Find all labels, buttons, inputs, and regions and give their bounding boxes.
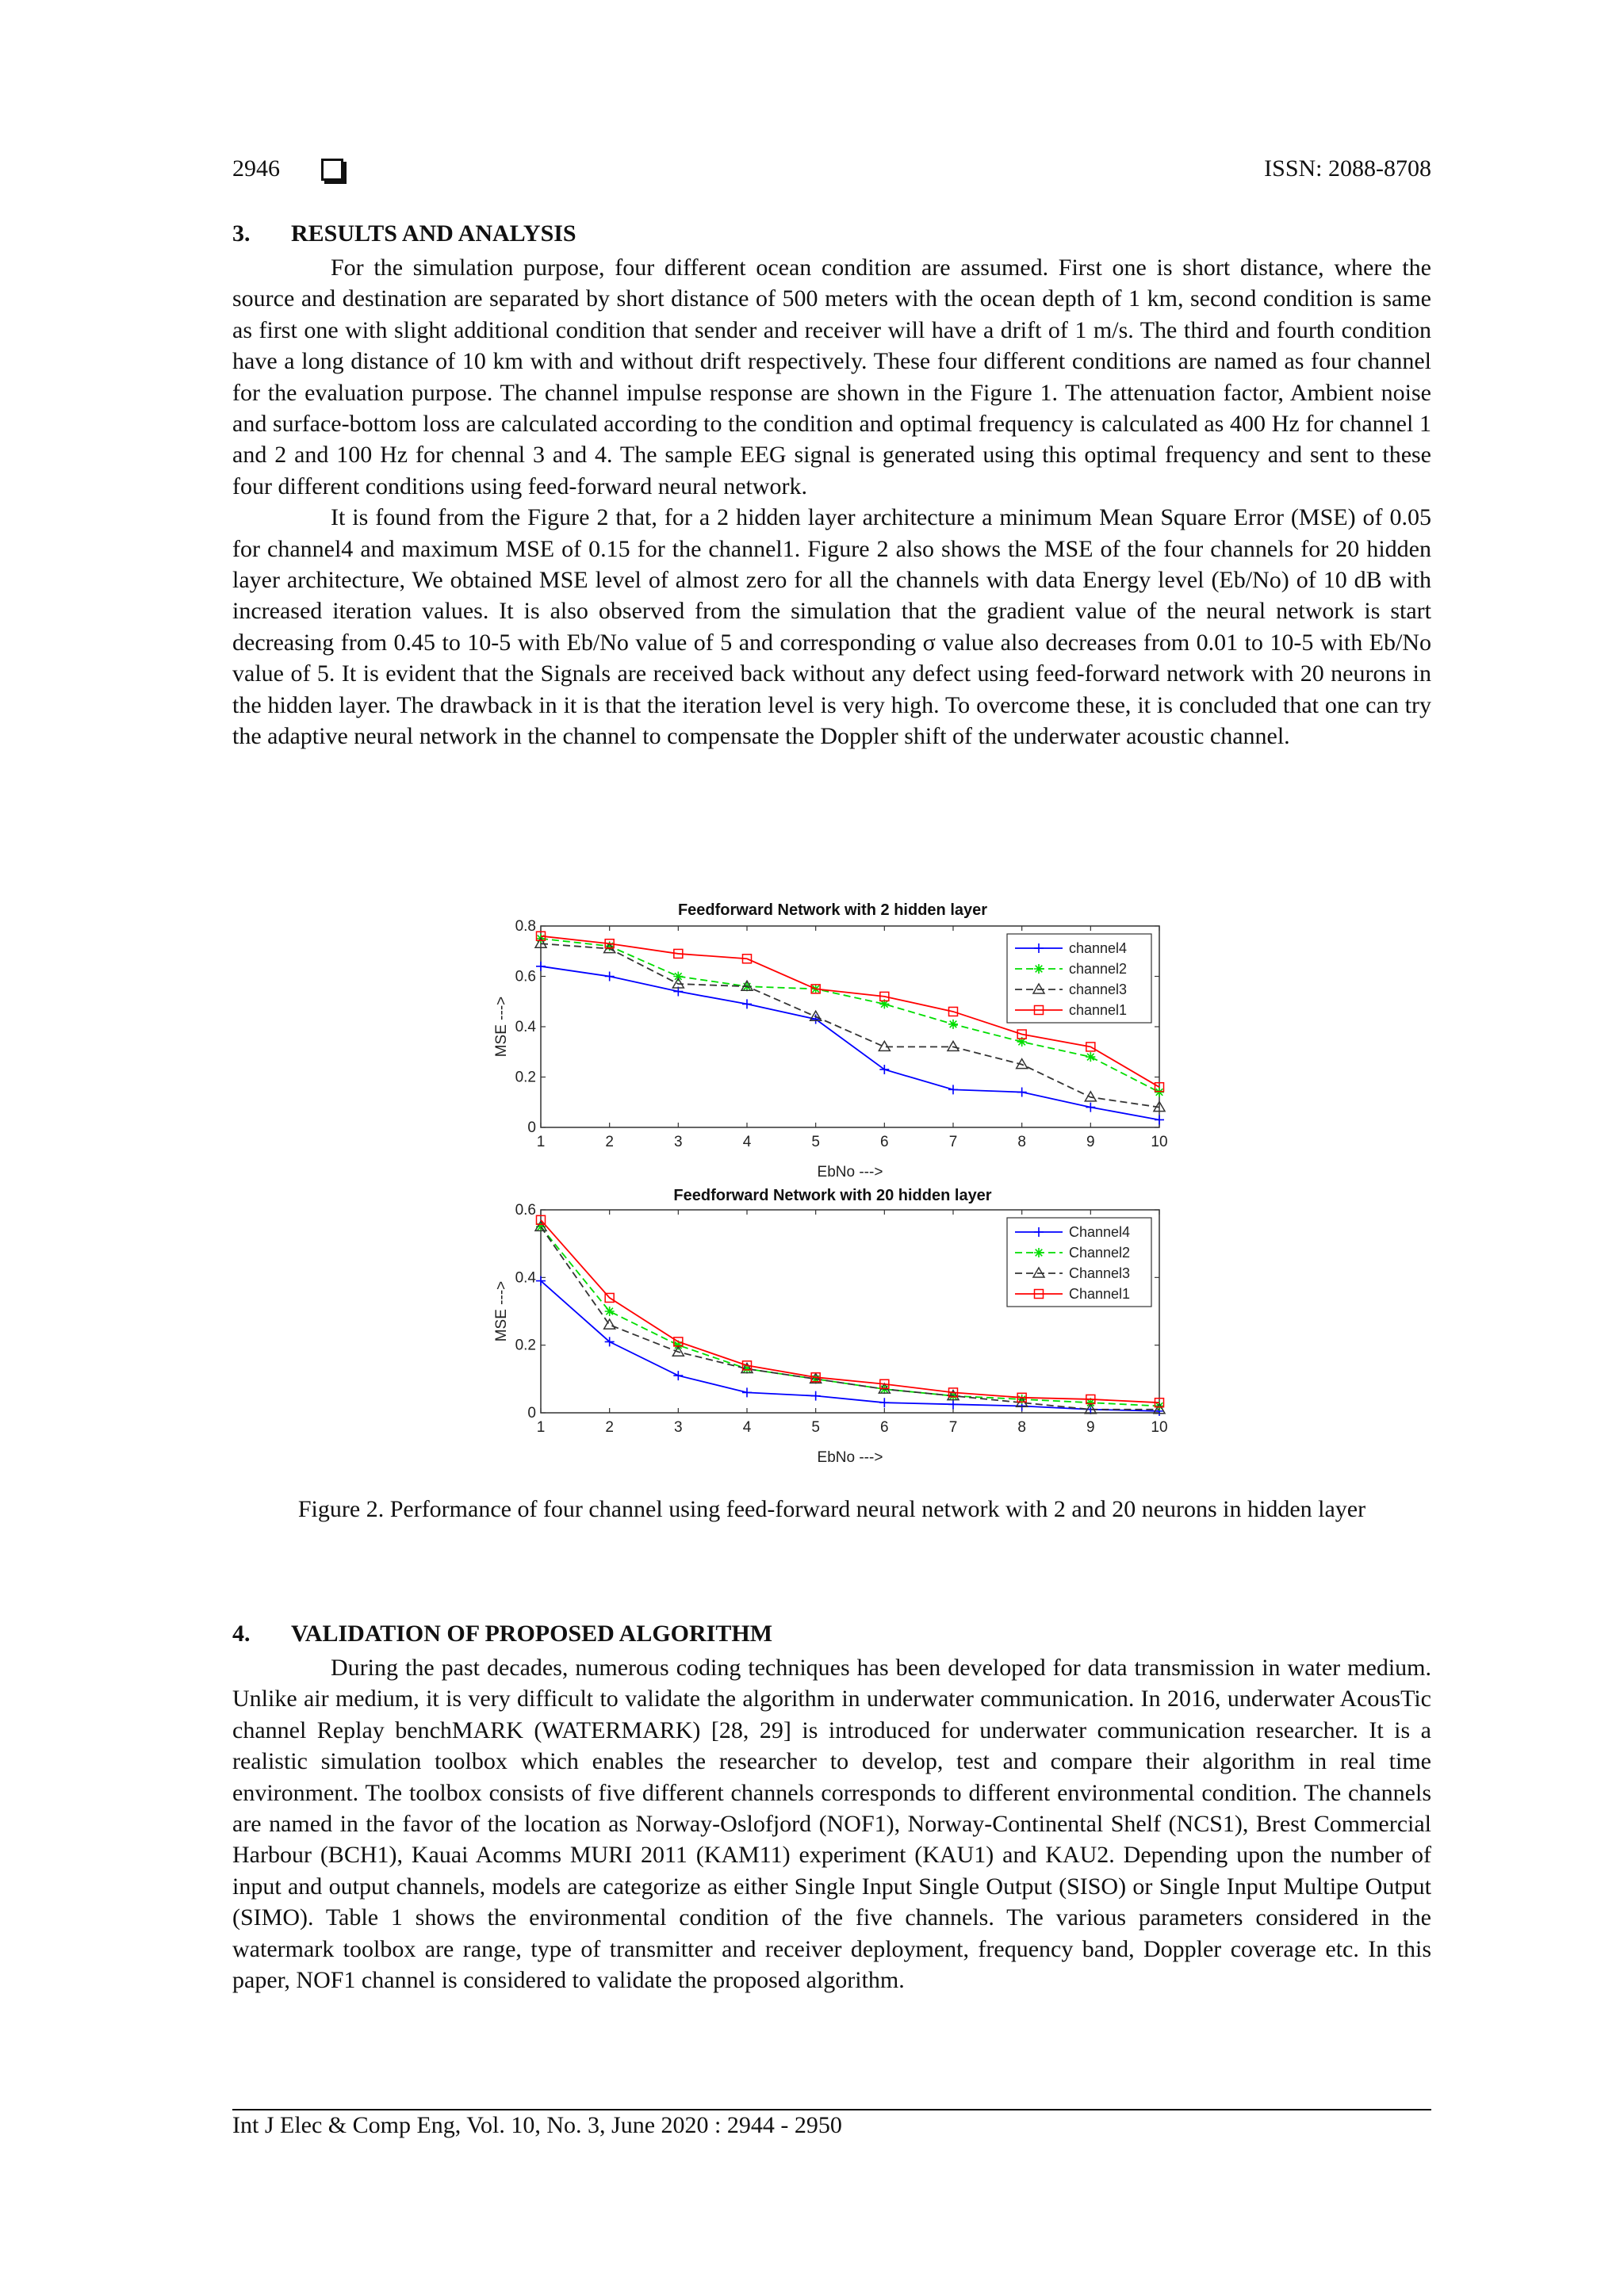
chart-2-x-tick-label: 9 bbox=[1086, 1419, 1095, 1436]
section-4-number: 4. bbox=[232, 1621, 251, 1647]
section-4-title: VALIDATION OF PROPOSED ALGORITHM bbox=[291, 1621, 773, 1647]
chart-2-y-tick-label: 0 bbox=[527, 1405, 536, 1422]
chart-2-y-tick-label: 0.6 bbox=[515, 1202, 536, 1219]
footer-rule bbox=[232, 2109, 1431, 2110]
chart-1-x-tick-label: 7 bbox=[948, 1134, 958, 1150]
chart-2-x-tick-label: 8 bbox=[1017, 1419, 1026, 1436]
chart-2-legend-marker bbox=[1034, 1248, 1044, 1257]
chart-1-legend-label: channel4 bbox=[1069, 940, 1128, 956]
chart-2-x-tick-label: 1 bbox=[536, 1419, 546, 1436]
chart-2-x-tick-label: 6 bbox=[880, 1419, 889, 1436]
chart-1-series-channel2-point bbox=[948, 1020, 958, 1029]
section-4-body bbox=[232, 1652, 1431, 1996]
section-3-paragraph-2: It is found from the Figure 2 that, for a 2 hidden layer architecture a minimum Mean Square Error (MSE) of 0.05 for channel4 and maximum MSE of 0.15 for the channel1. Figure 2 also shows the MSE of the four channels for 20 hidden layer architecture, We obtained MSE level of almost zero for all the channels with data Energy level (Eb/No) of 10 dB with increased iteration values. It is also observed from the simulation that the gradient value of the neural network is start decreasing from 0.45 to 10-5 with Eb/No value of 5 and corresponding σ value also decreases from 0.01 to 10-5 with Eb/No value of 5. It is evident that the Signals are received back without any defect using feed-forward network with 20 neurons in the hidden layer. The drawback in it is that the iteration level is very high. To overcome these, it is concluded that one can try the adaptive neural network in the channel to compensate the Doppler shift of the underwater acoustic channel. bbox=[232, 504, 1431, 750]
chart-1-x-tick-label: 8 bbox=[1017, 1134, 1026, 1150]
chart-1-x-tick-label: 9 bbox=[1086, 1134, 1095, 1150]
section-4-heading bbox=[232, 1621, 772, 1647]
chart-2-x-tick-label: 7 bbox=[948, 1419, 958, 1436]
chart-1-y-axis-label: MSE ---> bbox=[493, 996, 510, 1058]
chart-2-title: Feedforward Network with 20 hidden layer bbox=[673, 1187, 992, 1204]
chart-1-x-axis-label: EbNo ---> bbox=[817, 1164, 883, 1181]
chart-2-legend-label: Channel3 bbox=[1069, 1265, 1131, 1281]
section-3-paragraph-1: For the simulation purpose, four different ocean condition are assumed. First one is short distance, where the source and destination are separated by short distance of 500 meters with the ocean depth of 1 km, second condition is same as first one with slight additional condition that sender and receiver will have a drift of 1 m/s. The third and fourth condition have a long distance of 10 km with and without drift respectively. These four different conditions are named as four channel for the evaluation purpose. The channel impulse response are shown in the Figure 1. The attenuation factor, Ambient noise and surface-bottom loss are calculated according to the condition and optimal frequency is calculated as 400 Hz for channel 1 and 2 and 100 Hz for chennal 3 and 4. The sample EEG signal is generated using this optimal frequency and sent to these four different conditions using feed-forward neural network. bbox=[232, 254, 1431, 499]
chart-2-y-tick-label: 0.2 bbox=[515, 1337, 536, 1354]
chart-1-y-tick-label: 0.8 bbox=[515, 918, 536, 935]
chart-1-x-tick-label: 2 bbox=[605, 1134, 614, 1150]
chart-1-title: Feedforward Network with 2 hidden layer bbox=[677, 901, 988, 919]
section-3-body bbox=[232, 252, 1431, 752]
chart-1-x-tick-label: 3 bbox=[674, 1134, 683, 1150]
section-3-number: 3. bbox=[232, 220, 251, 247]
figure-2-charts bbox=[484, 893, 1182, 1471]
chart-1-y-tick-label: 0.2 bbox=[515, 1069, 536, 1086]
chart-1-y-tick-label: 0.4 bbox=[515, 1019, 536, 1035]
chart-1-series-channel2-point bbox=[673, 972, 683, 982]
chart-2-x-tick-label: 10 bbox=[1151, 1419, 1168, 1436]
chart-2-y-axis-label: MSE ---> bbox=[493, 1280, 510, 1342]
chart-2-x-tick-label: 2 bbox=[605, 1419, 614, 1436]
footer-citation: Int J Elec & Comp Eng, Vol. 10, No. 3, June 2020 : 2944 - 2950 bbox=[232, 2112, 842, 2138]
section-3-title: RESULTS AND ANALYSIS bbox=[291, 220, 576, 247]
checkbox-glyph-icon bbox=[321, 159, 343, 181]
chart-2-x-tick-label: 3 bbox=[674, 1419, 683, 1436]
chart-2-legend-label: Channel4 bbox=[1069, 1224, 1131, 1240]
chart-1-x-tick-label: 5 bbox=[811, 1134, 820, 1150]
chart-1-x-tick-label: 6 bbox=[880, 1134, 889, 1150]
page-number: 2946 bbox=[232, 155, 280, 182]
chart-2-y-tick-label: 0.4 bbox=[515, 1269, 536, 1287]
chart-2-x-axis-label: EbNo ---> bbox=[817, 1449, 883, 1466]
chart-2-legend-label: Channel1 bbox=[1069, 1286, 1131, 1302]
figure-2 bbox=[484, 893, 1182, 1471]
chart-1-x-tick-label: 10 bbox=[1151, 1134, 1168, 1150]
section-3-heading bbox=[232, 220, 576, 247]
chart-1-legend-label: channel3 bbox=[1069, 982, 1128, 997]
chart-1-y-tick-label: 0.6 bbox=[515, 968, 536, 985]
chart-1-legend-label: channel1 bbox=[1069, 1002, 1128, 1018]
chart-1-x-tick-label: 4 bbox=[742, 1134, 752, 1150]
chart-1-x-tick-label: 1 bbox=[536, 1134, 546, 1150]
chart-1-series-channel2-point bbox=[1086, 1052, 1095, 1062]
chart-2-x-tick-label: 4 bbox=[742, 1419, 752, 1436]
chart-1-series-channel2-point bbox=[1155, 1088, 1164, 1097]
page-header bbox=[232, 155, 1431, 187]
figure-caption: Figure 2. Performance of four channel using feed-forward neural network with 2 and 20 neurons in hidden layer bbox=[297, 1496, 1366, 1522]
chart-1-legend-label: channel2 bbox=[1069, 961, 1128, 977]
chart-1-y-tick-label: 0 bbox=[527, 1119, 536, 1136]
chart-1-legend-marker bbox=[1034, 964, 1044, 974]
chart-2-series-channel2-point bbox=[605, 1307, 615, 1316]
chart-2-legend-label: Channel2 bbox=[1069, 1245, 1131, 1261]
section-4-paragraph-1: During the past decades, numerous coding techniques has been developed for data transmission in water medium. Unlike air medium, it is very difficult to validate the algorithm in underwater communication. In 2016, underwater AcousTic channel Replay benchMARK (WATERMARK) [28, 29] is introduced for underwater communication researcher. It is a realistic simulation toolbox which enables the researcher to develop, test and compare their algorithm in real time environment. The toolbox consists of five different channels corresponds to different environmental condition. The channels are named in the favor of the location as Norway-Oslofjord (NOF1), Norway-Continental Shelf (NCS1), Brest Commercial Harbour (BCH1), Kauai Acomms MURI 2011 (KAM11) experiment (KAU1) and KAU2. Depending upon the number of input and output channels, models are categorize as either Single Input Single Output (SISO) or Single Input Multipe Output (SIMO). Table 1 shows the environmental condition of the five channels. The various parameters considered in the watermark toolbox are range, type of transmitter and receiver deployment, frequency band, Doppler coverage etc. In this paper, NOF1 channel is considered to validate the proposed algorithm. bbox=[232, 1655, 1431, 1994]
chart-2-x-tick-label: 5 bbox=[811, 1419, 820, 1436]
issn: ISSN: 2088-8708 bbox=[1264, 155, 1431, 182]
